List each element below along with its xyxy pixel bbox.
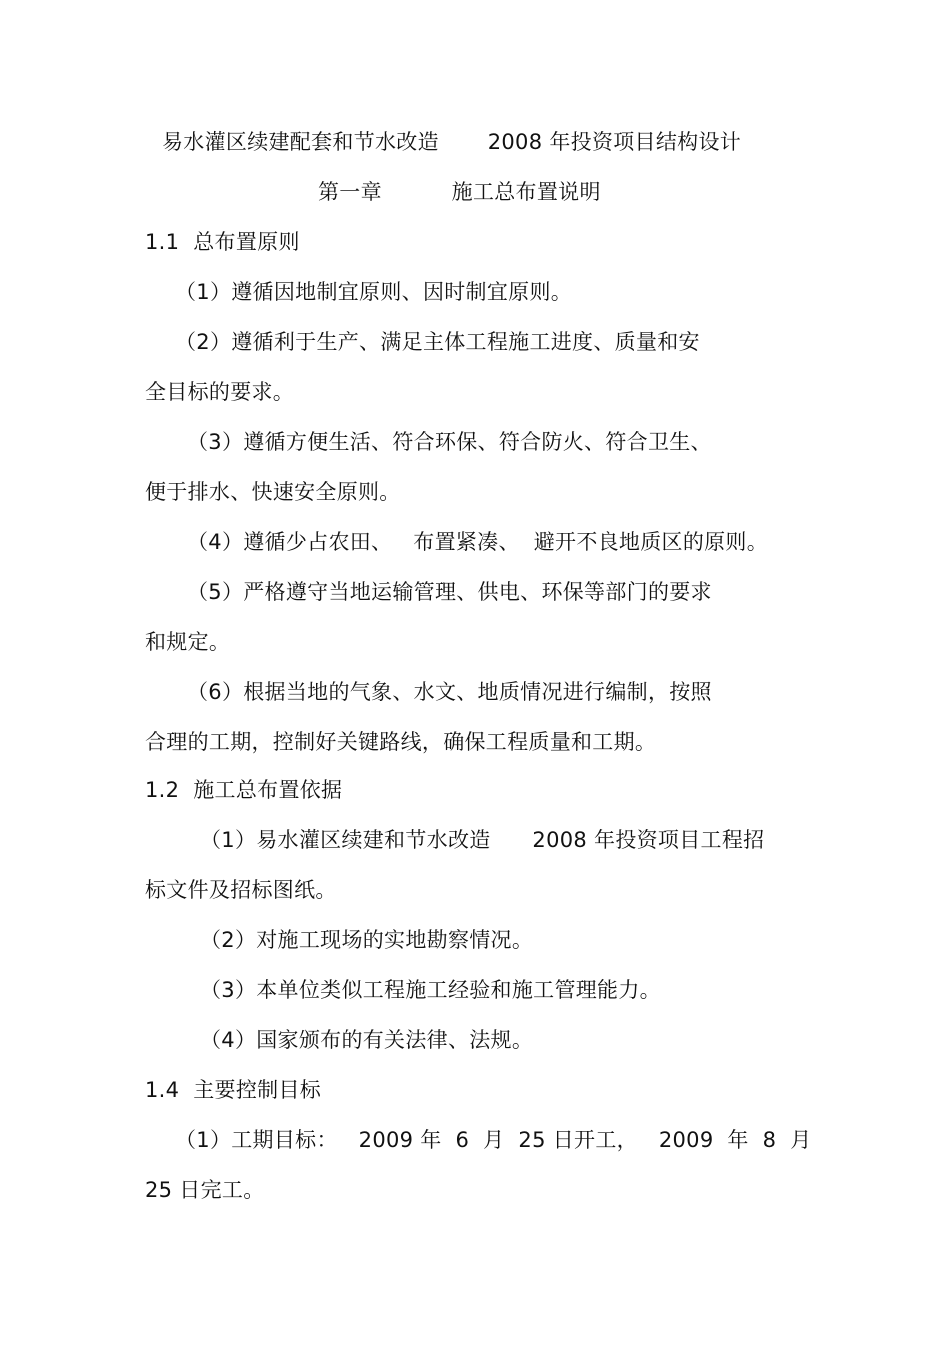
paragraph-continuation: 全目标的要求。 bbox=[145, 380, 295, 404]
section-heading-1-4: 1.4 主要控制目标 bbox=[145, 1078, 322, 1102]
paragraph: （3）遵循方便生活、符合环保、符合防火、符合卫生、 bbox=[187, 430, 712, 454]
paragraph-continuation: 和规定。 bbox=[145, 630, 231, 654]
paragraph-continuation: 便于排水、快速安全原则。 bbox=[145, 480, 401, 504]
section-heading-1-1: 1.1 总布置原则 bbox=[145, 230, 300, 254]
chapter-title: 第一章 施工总布置说明 bbox=[318, 180, 601, 204]
paragraph: （1）易水灌区续建和节水改造 2008 年投资项目工程招 bbox=[200, 828, 765, 852]
paragraph: （2）遵循利于生产、满足主体工程施工进度、质量和安 bbox=[175, 330, 700, 354]
paragraph: （6）根据当地的气象、水文、地质情况进行编制，按照 bbox=[187, 680, 712, 704]
paragraph: （1）工期目标： 2009 年 6 月 25 日开工， 2009 年 8 月 bbox=[175, 1128, 812, 1152]
paragraph: （1）遵循因地制宜原则、因时制宜原则。 bbox=[175, 280, 573, 304]
paragraph: （4）遵循少占农田、 布置紧凑、 避开不良地质区的原则。 bbox=[187, 530, 769, 554]
paragraph: （3）本单位类似工程施工经验和施工管理能力。 bbox=[200, 978, 661, 1002]
paragraph-continuation: 25 日完工。 bbox=[145, 1178, 265, 1202]
paragraph: （4）国家颁布的有关法律、法规。 bbox=[200, 1028, 534, 1052]
paragraph: （5）严格遵守当地运输管理、供电、环保等部门的要求 bbox=[187, 580, 712, 604]
paragraph: （2）对施工现场的实地勘察情况。 bbox=[200, 928, 534, 952]
document-title: 易水灌区续建配套和节水改造 2008 年投资项目结构设计 bbox=[162, 130, 742, 154]
paragraph-continuation: 合理的工期，控制好关键路线，确保工程质量和工期。 bbox=[145, 730, 657, 754]
paragraph-continuation: 标文件及招标图纸。 bbox=[145, 878, 337, 902]
section-heading-1-2: 1.2 施工总布置依据 bbox=[145, 778, 343, 802]
